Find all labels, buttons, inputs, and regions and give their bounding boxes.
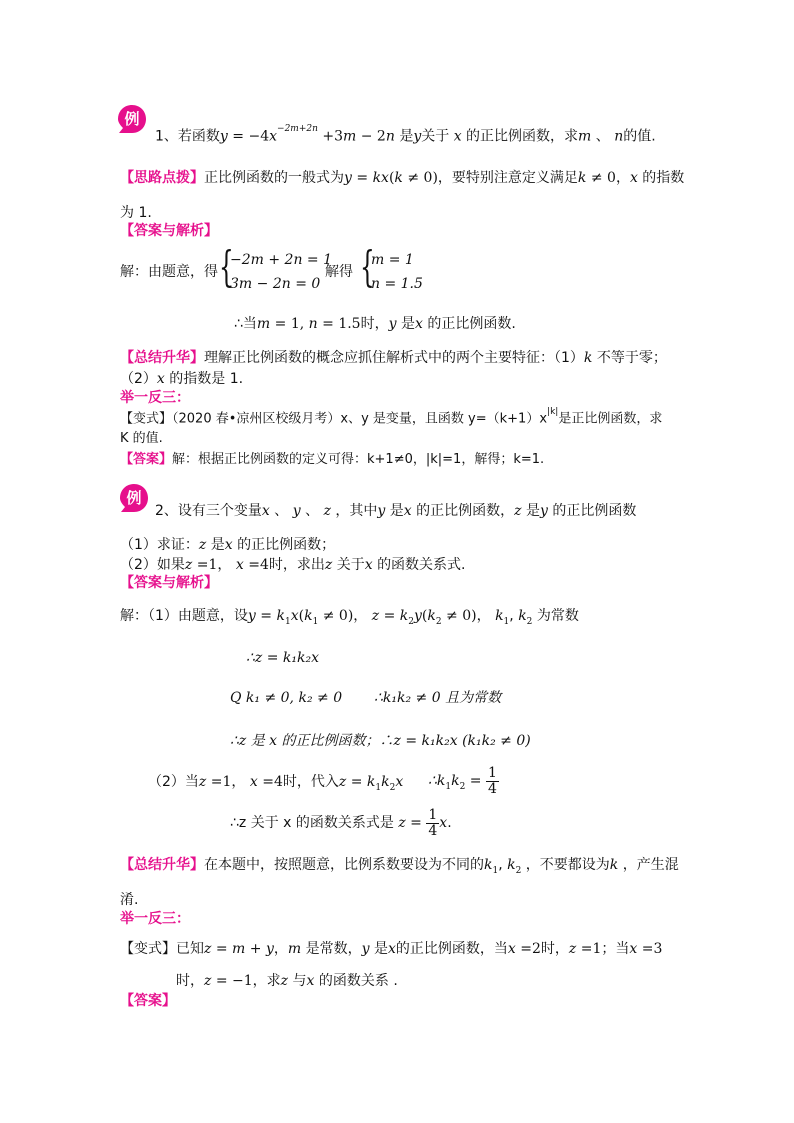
system-1-eq-a: −2m + 2n = 1	[230, 252, 333, 268]
variant-2-line-2: 时，z = −1，求z 与x 的函数关系 .	[176, 973, 398, 989]
fraction: $\frac{1}{4}$	[487, 765, 497, 797]
example-badge-icon	[119, 483, 149, 513]
ex2-step-2a: Q k₁ ≠ 0, k₂ ≠ 0	[230, 690, 343, 706]
summary-1: 【总结升华】理解正比例函数的概念应抓住解析式中的两个主要特征：（1）k 不等于零；	[120, 350, 667, 366]
conclusion-1: ∴当m = 1, n = 1.5时，y 是x 的正比例函数.	[234, 316, 516, 332]
example-badge-icon	[117, 104, 147, 134]
practice-label-2: 举一反三：	[120, 911, 190, 927]
answer-label-2: 【答案与解析】	[120, 575, 218, 591]
variant-2-answer-label: 【答案】	[120, 993, 176, 1009]
answer-label-1: 【答案与解析】	[120, 223, 218, 239]
example-1-question: 1、若函数$y = -4x^{-2m+2n} +3m - 2n$ 是y关于 x 的正比例函数，求m 、 n的值.	[155, 124, 656, 145]
solution-line-1: 解：由题意，得	[120, 264, 218, 280]
example-2-question: 2、设有三个变量x 、 y 、 z ，其中y 是x 的正比例函数，z 是y 的正比例函数	[155, 503, 637, 519]
ex2-part2: （2）如果z =1， x =4时，求出z 关于x 的函数关系式.	[120, 557, 466, 573]
system-2-eq-b: n = 1.5	[371, 276, 423, 292]
variant-1: 【变式】（2020 春•凉州区校级月考）x、y 是变量，且函数 $y=(k+1)x^{|k|}$是正比例函数，求	[120, 407, 663, 427]
q-prefix: 1、若函数	[155, 128, 220, 145]
ex2-step-2b: ∴k₁k₂ ≠ 0 且为常数	[374, 690, 502, 706]
system-2-eq-a: m = 1	[371, 252, 414, 268]
ex2-step-4: （2）当z =1， x =4时，代入$z = k_1k_2x$	[148, 774, 404, 793]
left-brace: {	[360, 242, 375, 291]
hint-line: 【思路点拨】正比例函数的一般式为y = kx(k ≠ 0)，要特别注意定义满足k ≠ 0，x 的指数	[120, 170, 685, 186]
badge-label: 例	[124, 110, 140, 128]
ex2-step-5: ∴z 关于 x 的函数关系式是 z = $\frac{1}{4}$ x.	[230, 807, 452, 839]
system-1-eq-b: 3m − 2n = 0	[230, 276, 321, 292]
variant-1-answer: 【答案】解：根据正比例函数的定义可得：k+1≠0，|k|=1，解得；k=1.	[120, 452, 545, 467]
ex2-solution-1: 解：（1）由题意，设$y = k_1x(k_1 \ne 0)$， $z = k_2y(k_2 \ne 0)$， $k_1$, $k_2$ 为常数	[120, 608, 579, 627]
variant-2: 【变式】已知z = m + y，m 是常数，y 是x的正比例函数，当x =2时，z =1；当x =3	[120, 941, 663, 957]
variant-1-line-2: K 的值.	[120, 431, 163, 446]
ex2-part1: （1）求证：z 是x 的正比例函数；	[120, 537, 336, 553]
fraction: $\frac{1}{4}$	[428, 807, 438, 839]
ex2-step-1: ∴z = k₁k₂x	[246, 650, 320, 666]
left-brace: {	[219, 242, 234, 291]
solve-label: 解得	[325, 264, 353, 280]
summary-1-line-2: （2）x 的指数是 1.	[120, 371, 244, 387]
hint-line-2: 为 1.	[120, 205, 152, 221]
practice-label-1: 举一反三：	[120, 390, 190, 406]
summary-2: 【总结升华】在本题中，按照题意，比例系数要设为不同的$k_1$, $k_2$ ，不要都设为k ，产生混	[120, 857, 679, 876]
ex2-step-3: ∴z 是 x 的正比例函数；∴z = k₁k₂x (k₁k₂ ≠ 0)	[230, 733, 531, 749]
ex2-step-4-result: $\therefore k_1k_2$ = $\frac{1}{4}$	[428, 765, 497, 797]
summary-2-line-2: 淆.	[120, 892, 139, 908]
hint-label: 【思路点拨】	[120, 170, 204, 186]
badge-label: 例	[126, 489, 142, 507]
